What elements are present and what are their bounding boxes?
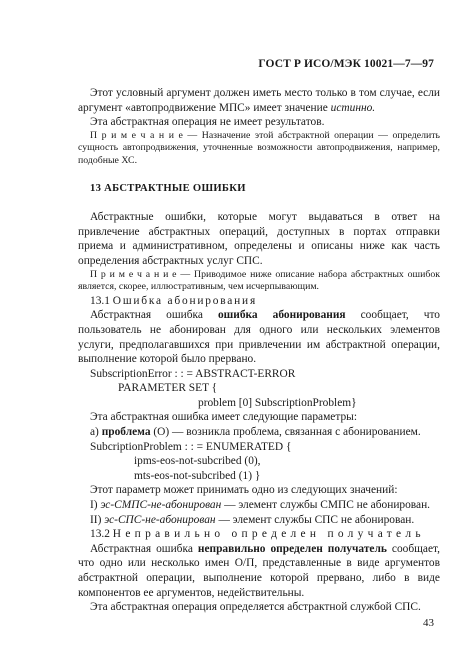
code-line: ipms-eos-not-subcribed (0), xyxy=(134,455,261,468)
note-label: П р и м е ч а н и е xyxy=(90,129,183,141)
subsection-number: 13.2 xyxy=(90,528,110,541)
paragraph xyxy=(78,542,440,600)
bold-term: ошибка абонирования xyxy=(217,309,346,322)
bold-term: проблема xyxy=(101,426,151,439)
text-run: — элемент службы СПС не абонирован. xyxy=(215,513,415,526)
text-run: а) xyxy=(90,426,102,439)
code-line: mts-eos-not-subcribed (1) } xyxy=(134,469,261,482)
italic-term: эс-СМПС-не-абонирован xyxy=(100,499,222,512)
subsection-heading xyxy=(78,294,440,309)
paragraph xyxy=(78,308,440,366)
text-run: сообщает, что одно или несколько имен О/П, представленные в виде аргументов абстрактной операции, выполнение которой прервано, либо в виде компонентов ее аргументов, недействительны. xyxy=(78,542,440,599)
code-line: problem [0] SubscriptionProblem} xyxy=(198,396,357,409)
paragraph: Этот параметр может принимать одно из следующих значений: xyxy=(90,484,398,497)
text-run: I) xyxy=(90,499,101,512)
bold-term: неправильно определен получатель xyxy=(197,542,387,555)
code-line: PARAMETER SET { xyxy=(118,382,218,395)
text-run: Этот условный аргумент должен иметь место только в том случае, если аргумент «автопродвижение МПС» имеет значение xyxy=(78,87,440,114)
page-number: 43 xyxy=(423,617,434,629)
text-run: сообщает, что пользователь не абонирован для одного или нескольких элементов услуги, предполагавшихся при привлечении им абстрактной операции, выполнение которой было прервано. xyxy=(78,309,440,366)
text-run: (О) — возникла проблема, связанная с абонированием. xyxy=(150,426,421,439)
list-item xyxy=(78,498,440,513)
page-body xyxy=(78,86,440,615)
list-item xyxy=(78,513,440,528)
text-run: Абстрактная ошибка xyxy=(90,542,198,555)
note-text: — Приводимое ниже описание набора абстрактных ошибок является, скорее, иллюстративным, чем исчерпывающим. xyxy=(78,268,440,293)
subsection-number: 13.1 xyxy=(90,294,110,307)
paragraph xyxy=(78,86,440,115)
code-line: SubcriptionProblem : : = ENUMERATED { xyxy=(90,440,292,453)
text-run: II) xyxy=(90,513,105,526)
text-run: — элемент службы СМПС не абонирован. xyxy=(221,499,431,512)
code-line: SubscriptionError : : = ABSTRACT-ERROR xyxy=(90,367,296,380)
page-header: ГОСТ Р ИСО/МЭК 10021—7—97 xyxy=(258,58,434,70)
note xyxy=(78,269,440,294)
paragraph: Эта абстрактная операция не имеет результатов. xyxy=(90,116,325,129)
italic-term: эс-СПС-не-абонирован xyxy=(104,513,216,526)
note-label: П р и м е ч а н и е xyxy=(90,268,177,280)
subsection-title: Неправильно определен получатель xyxy=(112,528,425,541)
note xyxy=(78,130,440,168)
paragraph: Эта абстрактная ошибка имеет следующие параметры: xyxy=(90,411,357,424)
note-text: — Назначение этой абстрактной операции — определить сущность автопродвижения, уточненные возможности автопродвижения, например, подобные ХС. xyxy=(78,129,440,166)
paragraph: Эта абстрактная операция определяется абстрактной службой СПС. xyxy=(90,601,421,614)
section-heading: 13 АБСТРАКТНЫЕ ОШИБКИ xyxy=(90,182,246,194)
list-item xyxy=(78,425,440,440)
subsection-heading xyxy=(78,527,440,542)
subsection-title: Ошибка абонирования xyxy=(112,294,257,307)
italic-term: истинно. xyxy=(330,101,376,114)
paragraph: Абстрактные ошибки, которые могут выдаваться в ответ на привлечение абстрактных операций, доступных в портах отправки приема и административном, определены и описаны ниже как часть определения абстрактных услуг СПС. xyxy=(78,211,440,267)
text-run: Абстрактная ошибка xyxy=(90,309,218,322)
